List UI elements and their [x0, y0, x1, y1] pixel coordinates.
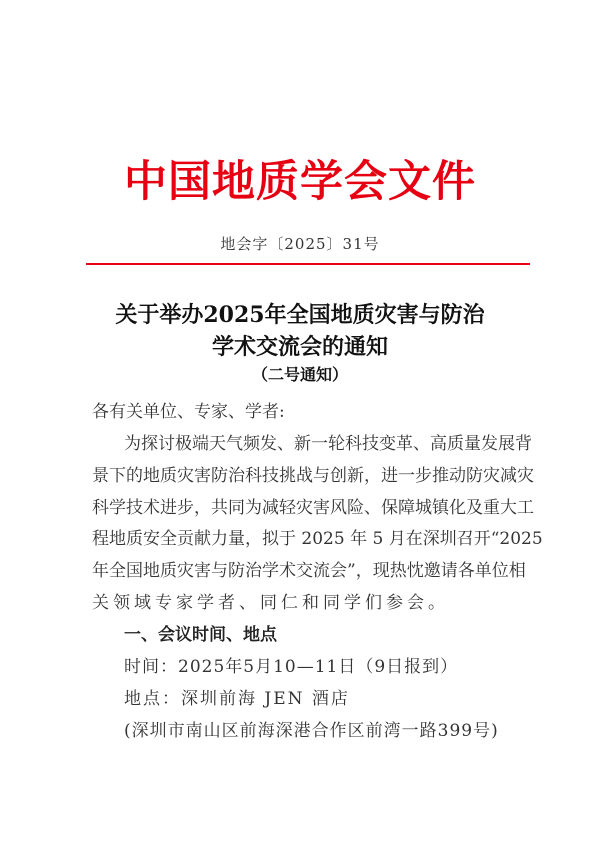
paragraph-line: 科学技术进步，共同为减轻灾害风险、保障城镇化及重大工 [92, 498, 534, 518]
paragraph-line: 年全国地质灾害与防治学术交流会”，现热忱邀请各单位相 [92, 561, 526, 581]
red-divider [86, 263, 530, 265]
meeting-time: 时间：2025年5月10—11日（9日报到） [124, 657, 459, 677]
document-number: 地会字〔2025〕31号 [220, 235, 380, 253]
masthead: 中国地质学会文件 [124, 157, 476, 207]
title-line-1: 关于举办2025年全国地质灾害与防治 [115, 302, 485, 328]
salutation: 各有关单位、专家、学者: [92, 402, 285, 422]
paragraph-line: 关领域专家学者、同仁和同学们参会。 [92, 593, 449, 613]
subtitle: （二号通知） [251, 365, 348, 384]
title-line-2: 学术交流会的通知 [211, 334, 388, 360]
meeting-place: 地点：深圳前海 JEN 酒店 [124, 689, 350, 709]
paragraph-line: 景下的地质灾害防治科技挑战与创新，进一步推动防灾减灾 [92, 466, 534, 486]
section-heading: 一、会议时间、地点 [124, 625, 277, 645]
paragraph-line: 程地质安全贡献力量，拟于 2025 年 5 月在深圳召开“2025 [92, 529, 543, 549]
meeting-address: (深圳市南山区前海深港合作区前湾一路399号) [124, 721, 499, 741]
paragraph-line: 为探讨极端天气频发、新一轮科技变革、高质量发展背 [124, 434, 532, 454]
